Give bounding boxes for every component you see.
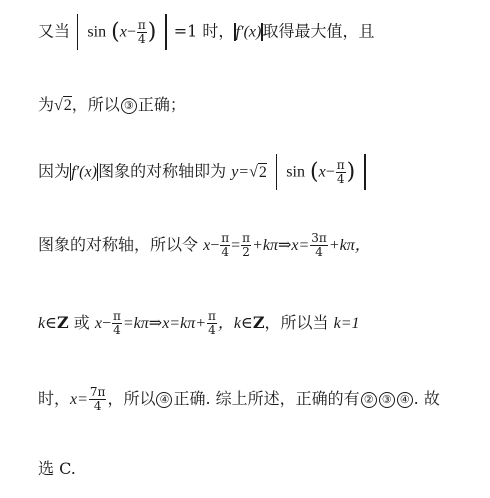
fraction-pi-4	[336, 159, 346, 186]
text: 时，	[38, 389, 71, 408]
abs-bar-left	[276, 154, 277, 190]
sqrt-arg: 2	[63, 97, 72, 114]
text: ，所以	[71, 95, 120, 114]
sqrt-2: √2	[54, 97, 72, 114]
text: ，所以当	[264, 313, 329, 332]
frac-num: π	[221, 231, 230, 245]
var-x: x	[119, 23, 127, 41]
equals: =	[231, 237, 241, 254]
fraction-pi-4	[220, 232, 230, 259]
frac-num: 7π	[89, 385, 106, 399]
frac-num: π	[242, 231, 251, 245]
eq-kpi: =kπ⇒	[122, 315, 163, 332]
circled-4: ④	[397, 392, 413, 408]
var-x: x	[203, 237, 211, 254]
circled-3: ③	[121, 98, 137, 114]
fraction-pi-2	[241, 232, 251, 259]
text: 因为	[38, 161, 71, 181]
text: 图象的对称轴，所以令	[38, 235, 199, 254]
circled-4: ④	[156, 392, 172, 408]
line-2-content	[38, 92, 186, 115]
abs-bar-left	[77, 14, 78, 50]
plus-kpi: +kπ⇒	[252, 237, 292, 254]
line-6-content	[38, 386, 440, 413]
frac-num: π	[208, 309, 216, 323]
frac-den: 4	[315, 245, 323, 259]
text: . 故	[413, 389, 440, 408]
fraction-pi-4	[207, 310, 217, 337]
frac-num: 3π	[311, 231, 327, 245]
circled-3: ③	[379, 392, 395, 408]
frac-den: 2	[242, 245, 250, 259]
line-1-content	[38, 14, 375, 50]
x-eq: x=	[291, 237, 310, 254]
sqrt-arg: 2	[258, 163, 267, 181]
abs-bar-right	[165, 14, 166, 50]
frac-num: π	[112, 309, 121, 323]
minus: −	[126, 23, 136, 41]
k-in: ，k∈	[217, 315, 253, 332]
text: 为	[38, 95, 55, 114]
abs-bar-right	[364, 154, 365, 190]
frac-den: 4	[208, 323, 216, 337]
line-5-content	[38, 310, 360, 337]
text: 取得最大值，且	[262, 21, 375, 41]
fraction-pi-4	[112, 310, 122, 337]
text: 正确. 综上所述，正确的有	[173, 389, 360, 408]
x-eq-kpi: x=kπ+	[162, 315, 207, 332]
circled-2: ②	[361, 392, 377, 408]
paren-close: )	[346, 159, 356, 185]
plus-kpi: +kπ，	[328, 237, 371, 254]
frac-den: 4	[336, 171, 345, 186]
minus: −	[101, 315, 111, 332]
minus: −	[325, 163, 335, 181]
sin-label: sin	[286, 163, 305, 181]
set-Z: Z	[56, 313, 69, 332]
fraction-pi-4	[137, 19, 147, 46]
set-Z: Z	[252, 313, 265, 332]
x-eq: x=	[70, 391, 88, 408]
line-3-content	[38, 154, 366, 190]
text: 正确；	[137, 95, 186, 114]
k-eq: k=1	[333, 315, 360, 332]
paren-open: (	[111, 19, 120, 45]
text: 又当	[38, 21, 71, 41]
sin-label: sin	[87, 23, 107, 41]
var-x: x	[318, 163, 326, 181]
paren-close: )	[147, 19, 157, 45]
line-7-text: 选 C.	[38, 459, 76, 478]
frac-den: 4	[93, 399, 102, 413]
frac-num: π	[137, 17, 146, 32]
frac-num: π	[336, 157, 345, 172]
text: 或	[73, 313, 90, 332]
var-x: x	[94, 315, 102, 332]
frac-den: 4	[138, 31, 146, 46]
text: ，所以	[107, 389, 156, 408]
fraction-7pi-4	[89, 386, 107, 413]
minus: −	[210, 237, 220, 254]
k-in: k∈	[38, 315, 57, 332]
paren-open: (	[310, 159, 319, 185]
frac-den: 4	[221, 245, 230, 259]
f-prime: f′(x)	[235, 23, 262, 41]
text: 图象的对称轴即为	[98, 161, 227, 181]
frac-den: 4	[113, 323, 121, 337]
fraction-3pi-4	[310, 232, 328, 259]
y-eq: y=	[231, 163, 250, 181]
sqrt-2: √2	[249, 163, 267, 181]
f-prime: f′(x)	[71, 163, 97, 181]
line-4-content	[38, 232, 371, 259]
text: =1 时，	[173, 21, 235, 41]
